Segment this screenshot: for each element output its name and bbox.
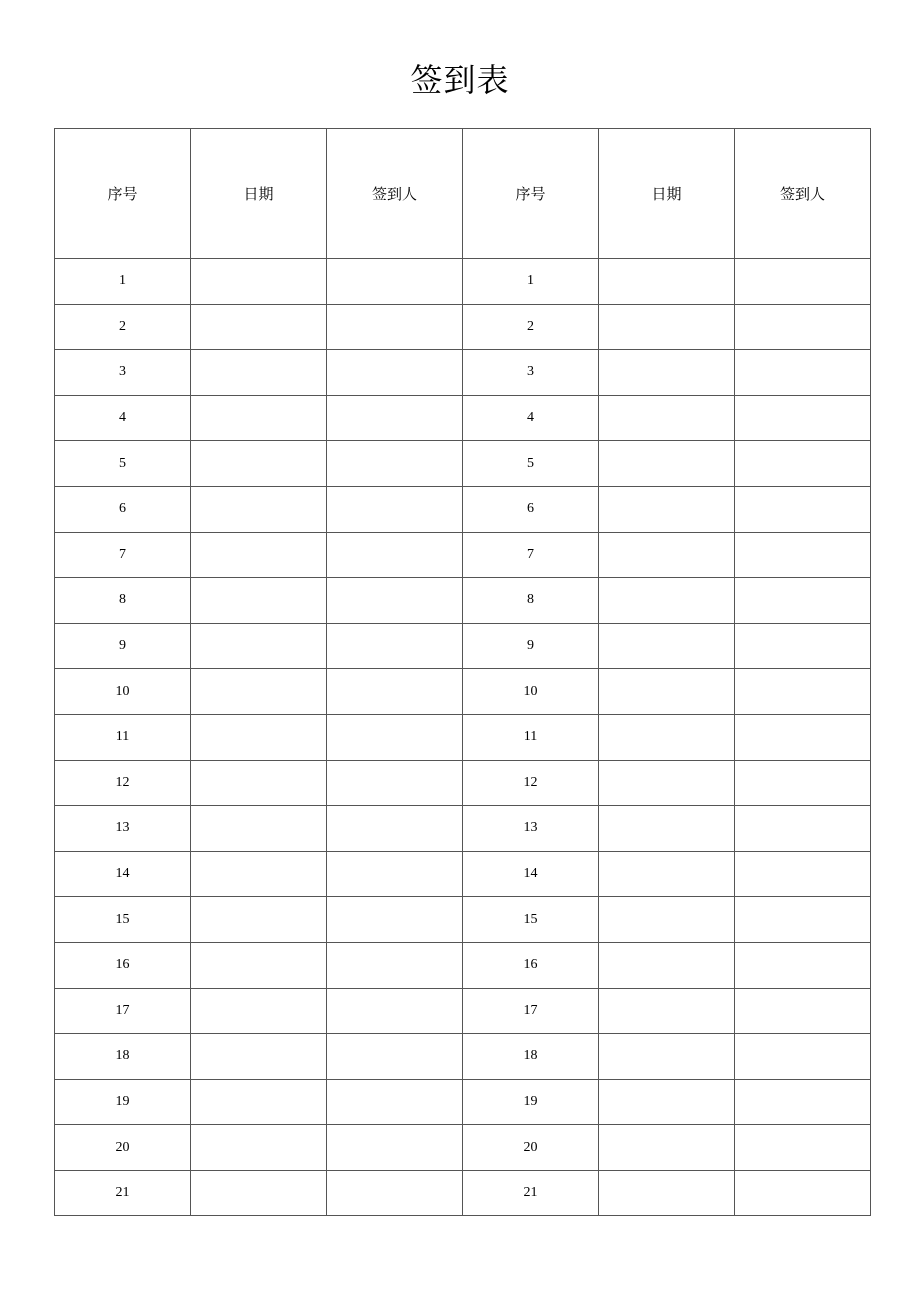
signer-cell-left[interactable] xyxy=(327,532,463,578)
table-row xyxy=(55,578,871,624)
signer-cell-right[interactable] xyxy=(735,395,871,441)
date-cell-left[interactable] xyxy=(191,851,327,897)
sign-in-table xyxy=(54,128,871,1216)
signer-cell-right[interactable] xyxy=(735,714,871,760)
signer-cell-left[interactable] xyxy=(327,1170,463,1216)
seq-cell-right: 1 xyxy=(463,259,599,305)
date-cell-right[interactable] xyxy=(599,623,735,669)
table-row xyxy=(55,259,871,305)
signer-cell-right[interactable] xyxy=(735,897,871,943)
signer-cell-right[interactable] xyxy=(735,441,871,487)
table-row xyxy=(55,395,871,441)
signer-cell-right[interactable] xyxy=(735,760,871,806)
date-cell-left[interactable] xyxy=(191,623,327,669)
signer-cell-left[interactable] xyxy=(327,578,463,624)
table-row xyxy=(55,623,871,669)
date-cell-left[interactable] xyxy=(191,1125,327,1171)
table-row xyxy=(55,1170,871,1216)
seq-cell-right: 17 xyxy=(463,988,599,1034)
date-cell-left[interactable] xyxy=(191,395,327,441)
signer-cell-right[interactable] xyxy=(735,259,871,305)
seq-cell-right: 2 xyxy=(463,304,599,350)
seq-cell-left: 13 xyxy=(55,806,191,852)
date-cell-left[interactable] xyxy=(191,304,327,350)
signer-cell-right[interactable] xyxy=(735,669,871,715)
table-row xyxy=(55,988,871,1034)
seq-cell-right: 18 xyxy=(463,1034,599,1080)
seq-cell-right: 14 xyxy=(463,851,599,897)
signer-cell-right[interactable] xyxy=(735,1125,871,1171)
table-row xyxy=(55,1034,871,1080)
header-seq-left: 序号 xyxy=(55,129,191,259)
header-date-left: 日期 xyxy=(191,129,327,259)
signer-cell-left[interactable] xyxy=(327,486,463,532)
table-row xyxy=(55,441,871,487)
seq-cell-right: 12 xyxy=(463,760,599,806)
date-cell-left[interactable] xyxy=(191,942,327,988)
date-cell-left[interactable] xyxy=(191,669,327,715)
date-cell-right[interactable] xyxy=(599,1034,735,1080)
seq-cell-left: 18 xyxy=(55,1034,191,1080)
seq-cell-right: 21 xyxy=(463,1170,599,1216)
signer-cell-right[interactable] xyxy=(735,532,871,578)
date-cell-left[interactable] xyxy=(191,578,327,624)
date-cell-right[interactable] xyxy=(599,578,735,624)
date-cell-left[interactable] xyxy=(191,806,327,852)
date-cell-left[interactable] xyxy=(191,350,327,396)
date-cell-right[interactable] xyxy=(599,760,735,806)
date-cell-left[interactable] xyxy=(191,259,327,305)
signer-cell-right[interactable] xyxy=(735,942,871,988)
table-row xyxy=(55,851,871,897)
date-cell-right[interactable] xyxy=(599,1170,735,1216)
signer-cell-left[interactable] xyxy=(327,395,463,441)
date-cell-left[interactable] xyxy=(191,1170,327,1216)
date-cell-left[interactable] xyxy=(191,760,327,806)
date-cell-left[interactable] xyxy=(191,486,327,532)
seq-cell-right: 10 xyxy=(463,669,599,715)
date-cell-right[interactable] xyxy=(599,304,735,350)
date-cell-right[interactable] xyxy=(599,669,735,715)
signer-cell-right[interactable] xyxy=(735,1034,871,1080)
table-row xyxy=(55,942,871,988)
date-cell-right[interactable] xyxy=(599,350,735,396)
signer-cell-left[interactable] xyxy=(327,897,463,943)
date-cell-right[interactable] xyxy=(599,441,735,487)
date-cell-right[interactable] xyxy=(599,486,735,532)
seq-cell-left: 6 xyxy=(55,486,191,532)
signer-cell-left[interactable] xyxy=(327,669,463,715)
seq-cell-right: 6 xyxy=(463,486,599,532)
seq-cell-right: 4 xyxy=(463,395,599,441)
seq-cell-right: 16 xyxy=(463,942,599,988)
signer-cell-left[interactable] xyxy=(327,350,463,396)
date-cell-right[interactable] xyxy=(599,259,735,305)
signer-cell-right[interactable] xyxy=(735,806,871,852)
header-row xyxy=(55,129,871,259)
date-cell-right[interactable] xyxy=(599,806,735,852)
page-title: 签到表 xyxy=(410,61,510,99)
signer-cell-right[interactable] xyxy=(735,350,871,396)
seq-cell-right: 8 xyxy=(463,578,599,624)
seq-cell-left: 21 xyxy=(55,1170,191,1216)
date-cell-right[interactable] xyxy=(599,1079,735,1125)
table-row xyxy=(55,760,871,806)
signer-cell-left[interactable] xyxy=(327,1034,463,1080)
seq-cell-left: 1 xyxy=(55,259,191,305)
seq-cell-left: 11 xyxy=(55,714,191,760)
date-cell-left[interactable] xyxy=(191,1079,327,1125)
signer-cell-left[interactable] xyxy=(327,942,463,988)
signer-cell-right[interactable] xyxy=(735,851,871,897)
seq-cell-right: 20 xyxy=(463,1125,599,1171)
date-cell-left[interactable] xyxy=(191,714,327,760)
date-cell-left[interactable] xyxy=(191,897,327,943)
signer-cell-left[interactable] xyxy=(327,851,463,897)
header-date-right: 日期 xyxy=(599,129,735,259)
signer-cell-left[interactable] xyxy=(327,714,463,760)
seq-cell-right: 15 xyxy=(463,897,599,943)
date-cell-right[interactable] xyxy=(599,395,735,441)
header-seq-right: 序号 xyxy=(463,129,599,259)
signer-cell-left[interactable] xyxy=(327,988,463,1034)
date-cell-right[interactable] xyxy=(599,897,735,943)
table-row xyxy=(55,304,871,350)
signer-cell-right[interactable] xyxy=(735,1079,871,1125)
date-cell-right[interactable] xyxy=(599,532,735,578)
seq-cell-right: 5 xyxy=(463,441,599,487)
signer-cell-left[interactable] xyxy=(327,441,463,487)
date-cell-right[interactable] xyxy=(599,1125,735,1171)
table-row xyxy=(55,486,871,532)
table-row xyxy=(55,897,871,943)
date-cell-left[interactable] xyxy=(191,532,327,578)
table-row xyxy=(55,532,871,578)
signer-cell-right[interactable] xyxy=(735,578,871,624)
signer-cell-left[interactable] xyxy=(327,806,463,852)
table-row xyxy=(55,806,871,852)
seq-cell-left: 8 xyxy=(55,578,191,624)
date-cell-right[interactable] xyxy=(599,714,735,760)
signer-cell-left[interactable] xyxy=(327,259,463,305)
signer-cell-left[interactable] xyxy=(327,1079,463,1125)
seq-cell-left: 4 xyxy=(55,395,191,441)
seq-cell-left: 2 xyxy=(55,304,191,350)
header-signer-right: 签到人 xyxy=(735,129,871,259)
seq-cell-right: 13 xyxy=(463,806,599,852)
seq-cell-left: 5 xyxy=(55,441,191,487)
signer-cell-left[interactable] xyxy=(327,623,463,669)
seq-cell-right: 3 xyxy=(463,350,599,396)
seq-cell-left: 15 xyxy=(55,897,191,943)
seq-cell-left: 17 xyxy=(55,988,191,1034)
header-signer-left: 签到人 xyxy=(327,129,463,259)
seq-cell-right: 7 xyxy=(463,532,599,578)
date-cell-left[interactable] xyxy=(191,1034,327,1080)
seq-cell-left: 9 xyxy=(55,623,191,669)
table-row xyxy=(55,669,871,715)
table-row xyxy=(55,1079,871,1125)
seq-cell-left: 10 xyxy=(55,669,191,715)
date-cell-left[interactable] xyxy=(191,988,327,1034)
signer-cell-right[interactable] xyxy=(735,988,871,1034)
seq-cell-right: 11 xyxy=(463,714,599,760)
signer-cell-right[interactable] xyxy=(735,304,871,350)
date-cell-right[interactable] xyxy=(599,942,735,988)
signer-cell-right[interactable] xyxy=(735,623,871,669)
seq-cell-left: 14 xyxy=(55,851,191,897)
seq-cell-left: 3 xyxy=(55,350,191,396)
date-cell-right[interactable] xyxy=(599,988,735,1034)
seq-cell-right: 19 xyxy=(463,1079,599,1125)
table-body xyxy=(55,259,871,1216)
signer-cell-left[interactable] xyxy=(327,760,463,806)
seq-cell-left: 20 xyxy=(55,1125,191,1171)
seq-cell-right: 9 xyxy=(463,623,599,669)
signer-cell-left[interactable] xyxy=(327,1125,463,1171)
table-row xyxy=(55,1125,871,1171)
seq-cell-left: 19 xyxy=(55,1079,191,1125)
table-row xyxy=(55,714,871,760)
table-row xyxy=(55,350,871,396)
date-cell-left[interactable] xyxy=(191,441,327,487)
seq-cell-left: 7 xyxy=(55,532,191,578)
signer-cell-right[interactable] xyxy=(735,1170,871,1216)
seq-cell-left: 16 xyxy=(55,942,191,988)
signer-cell-left[interactable] xyxy=(327,304,463,350)
date-cell-right[interactable] xyxy=(599,851,735,897)
signer-cell-right[interactable] xyxy=(735,486,871,532)
seq-cell-left: 12 xyxy=(55,760,191,806)
